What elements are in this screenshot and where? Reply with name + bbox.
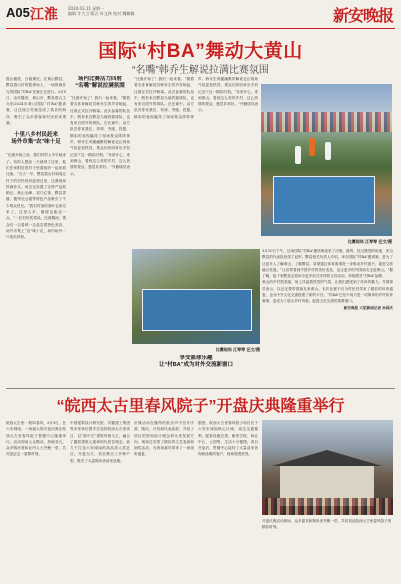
crowd-image: [261, 112, 392, 132]
ceremony-photo: [262, 420, 393, 515]
article1-col2-text: “比赛开始了！我们一起来看。”随着著名体育解说员韩乔生的声音响起，比赛正式拉开帷幕。此次参赛的队伍中，既有来自黟县当地的篮球队，也有来自国外的球队。在比赛中，双方队员你来我往，传球、突破、投篮，精彩的表现赢得了现场观众阵阵掌声。韩乔生风趣幽默的解说也让现场气氛更加热烈，观众们纷纷拿出手机记录下这一精彩时刻。“非常开心，来到黄山，看到这么美的乡村、这么热情的观众，感觉非常好。”外籍球员表示。: [70, 96, 130, 176]
newspaper-logo: 新安晚报: [332, 8, 393, 25]
article1-column-1: [6, 76, 66, 384]
article2-col2-text: 中国建筑设计研究院、安徽建工集团等多家单位携手打造的皖西太古里项目，以“新中式”建筑风格为主，融合了徽派建筑元素和现代居住理念，致力于打造六安城南的高品质人居社区。开盘当天，项目推出了多种户型，吸引了大量购房者前来选购。: [70, 421, 130, 463]
headline-2: “皖西太古里春风院子”开盘庆典隆重举行: [56, 398, 345, 415]
player-figure: [295, 146, 301, 164]
article2-column-3: [134, 420, 194, 580]
building-roof: [272, 450, 382, 466]
player-figure: [309, 138, 315, 156]
article1-column-3b: [134, 355, 258, 385]
article2-column-4: [198, 420, 258, 580]
basketball-photo-1: [261, 84, 392, 236]
article2-column-2: [70, 420, 130, 580]
meta-date: 2024.03.11 星期一: [68, 6, 105, 11]
article1-col3-heading: 享受篮球乐趣 让“村BA”成为对外交流新窗口: [159, 355, 233, 368]
article1-col1-text2: “比赛开始之前，我们村的人早早就来了。有的人提前一天就到了这里，他们在家附近的村子里面组织一起来看比赛。”当天一早，黟县碧山村和周边村子的村民纷纷赶到这里，比赛现场热闹非凡。场边还设置了农特产品展销区，黄山毛峰、祁门红茶、黟县香榧、徽州毛豆腐等特色产品吸引了不少观众驻足。“我们村里的茶叶也拿过来了，这里人多，顺便也能卖一点。”一位村民笑着说。比赛期间，观众们一边看球一边品尝着特色美食，场外市集上“农”味十足，场内场外一片欢乐祥和。: [6, 153, 66, 240]
photo-1-caption: 比赛现场 江琴琴 汪文/摄: [347, 239, 392, 244]
header-rule: [6, 28, 395, 29]
article1-byline: 新安晚报 大皖新闻记者 孙国庆: [343, 305, 393, 310]
article2-column-1: [6, 420, 66, 580]
article1-col1-heading: 十里八乡村民赶来 场外市集“农”味十足: [11, 132, 61, 146]
article2-col3-text: 庆典活动在激昂的鼓乐声中拉开序幕，随后，开发商代表致辞，介绍了项目的规划设计理念和未来发展方向。现场还安排了精彩的文艺表演和抽奖活动，为到场嘉宾带来了一场视听盛宴。: [134, 421, 194, 457]
ceremony-caption: 开盘庆典活动现场，众多嘉宾和购房者齐聚一堂，共同见证皖西太古里春风院子的精彩时刻。: [262, 519, 392, 529]
headline-1: 国际“村BA”舞动大黄山: [98, 41, 303, 62]
page-header: [6, 3, 395, 27]
article1-column-4: [262, 248, 393, 384]
page-number: A05: [6, 5, 30, 20]
article2-col1-text: 皖西太古里·一院叫春风，3月9日，在六安城南，一场盛大的开盘庆典在皖西太古里春风院子售楼中心隆重举行。活动现场人头攒动，热闹非凡，众多购房者和业内人士齐聚一堂，共同见证这一重要时刻。: [6, 421, 66, 457]
basketball-photo-2: [132, 249, 260, 344]
photo-2-caption: 比赛现场 江琴琴 汪文/摄: [215, 347, 260, 352]
meta-editors: 编辑 许大卫 版式 叶文林 校对 魏璐璐: [68, 11, 135, 16]
article-divider: [6, 388, 395, 389]
basketball-court: [142, 289, 252, 331]
crowd-image: [262, 498, 393, 515]
basketball-court: [273, 176, 375, 224]
article1-col1-text: 霞山徽派，白墙黛瓦。在黄山黟县，黟县碧山村的篮球场上，一场热闹非凡的国际“村BA”比赛正在进行。3月9日，由安徽省、黄山市、黟县联合主办的2024年黄山国际“村BA”邀请赛，让这座古村落变成了欢乐的海洋，吸引了众多游客和村民前来观赛。: [6, 77, 66, 126]
page-meta: [68, 6, 178, 16]
article1-column-2: [70, 76, 130, 384]
player-figure: [325, 142, 331, 160]
article1-col2-heading: 场内比赛活力四射 “名嘴”解说拉满氛围: [75, 76, 125, 89]
article1-col3-text-a: “比赛开始了！我们一起来看。”随着著名体育解说员韩乔生的声音响起，比赛正式拉开帷幕。此次参赛的队伍中，既有来自黟县当地的篮球队，也有来自国外的球队。在比赛中，双方队员你来我往，传球、突破、投篮，精彩的表现赢得了现场观众阵阵掌声。韩乔生风趣幽默的解说也让现场气氛更加热烈，观众们纷纷拿出手机记录下这一精彩时刻。“非常开心，来到黄山，看到这么美的乡村、这么热情的观众，感觉非常好。”外籍球员表示。: [134, 77, 258, 119]
article1-col3-text: 3月10日下午，这场国际“村BA”邀请赛迎来了决赛。最终，经过激烈的角逐，来自黟县的代表队获得了冠军。黟县相关负责人介绍，举办国际“村BA”邀请赛，是为了让更多人了解黄山、了解黟县，希望通过体育赛事进一步推动乡村振兴，促进文旅融合发展。“让世界看到中国乡村的美好变化，也让更多的外国朋友走进黄山。”据了解，接下来黟县还将举办更多形式多样的文体活动，持续擦亮“村BA”品牌。: [262, 249, 393, 279]
section-title: 江淮: [30, 8, 58, 23]
article1-column-3: [134, 76, 258, 246]
subheadline-1: “名嘴”韩乔生解说拉满比赛氛围: [132, 65, 269, 76]
article2-col4-text: 据悉，皖西太古里春风院子项目位于六安市城南核心区域，周边交通便利，配套设施完善，毗邻学校、商业中心、公园等，生活十分便捷。项目开盘后，售楼中心接待了大量前来咨询和选购的客户，现场氛围热烈。: [198, 421, 258, 457]
article1-col4-text: 黄山的乡村很美丽，场上洋溢着热烈的气氛，让我们感受到了体育的魅力。外国球员表示，以后还要带着朋友来黄山。本次比赛不仅为村民们带来了精彩的体育盛宴，也为中外文化交流搭建了新的平台。“村BA”已经不再只是一项简单的乡村体育赛事，更成为了展示乡村风貌、促进文化交流的重要窗口。: [262, 280, 393, 304]
